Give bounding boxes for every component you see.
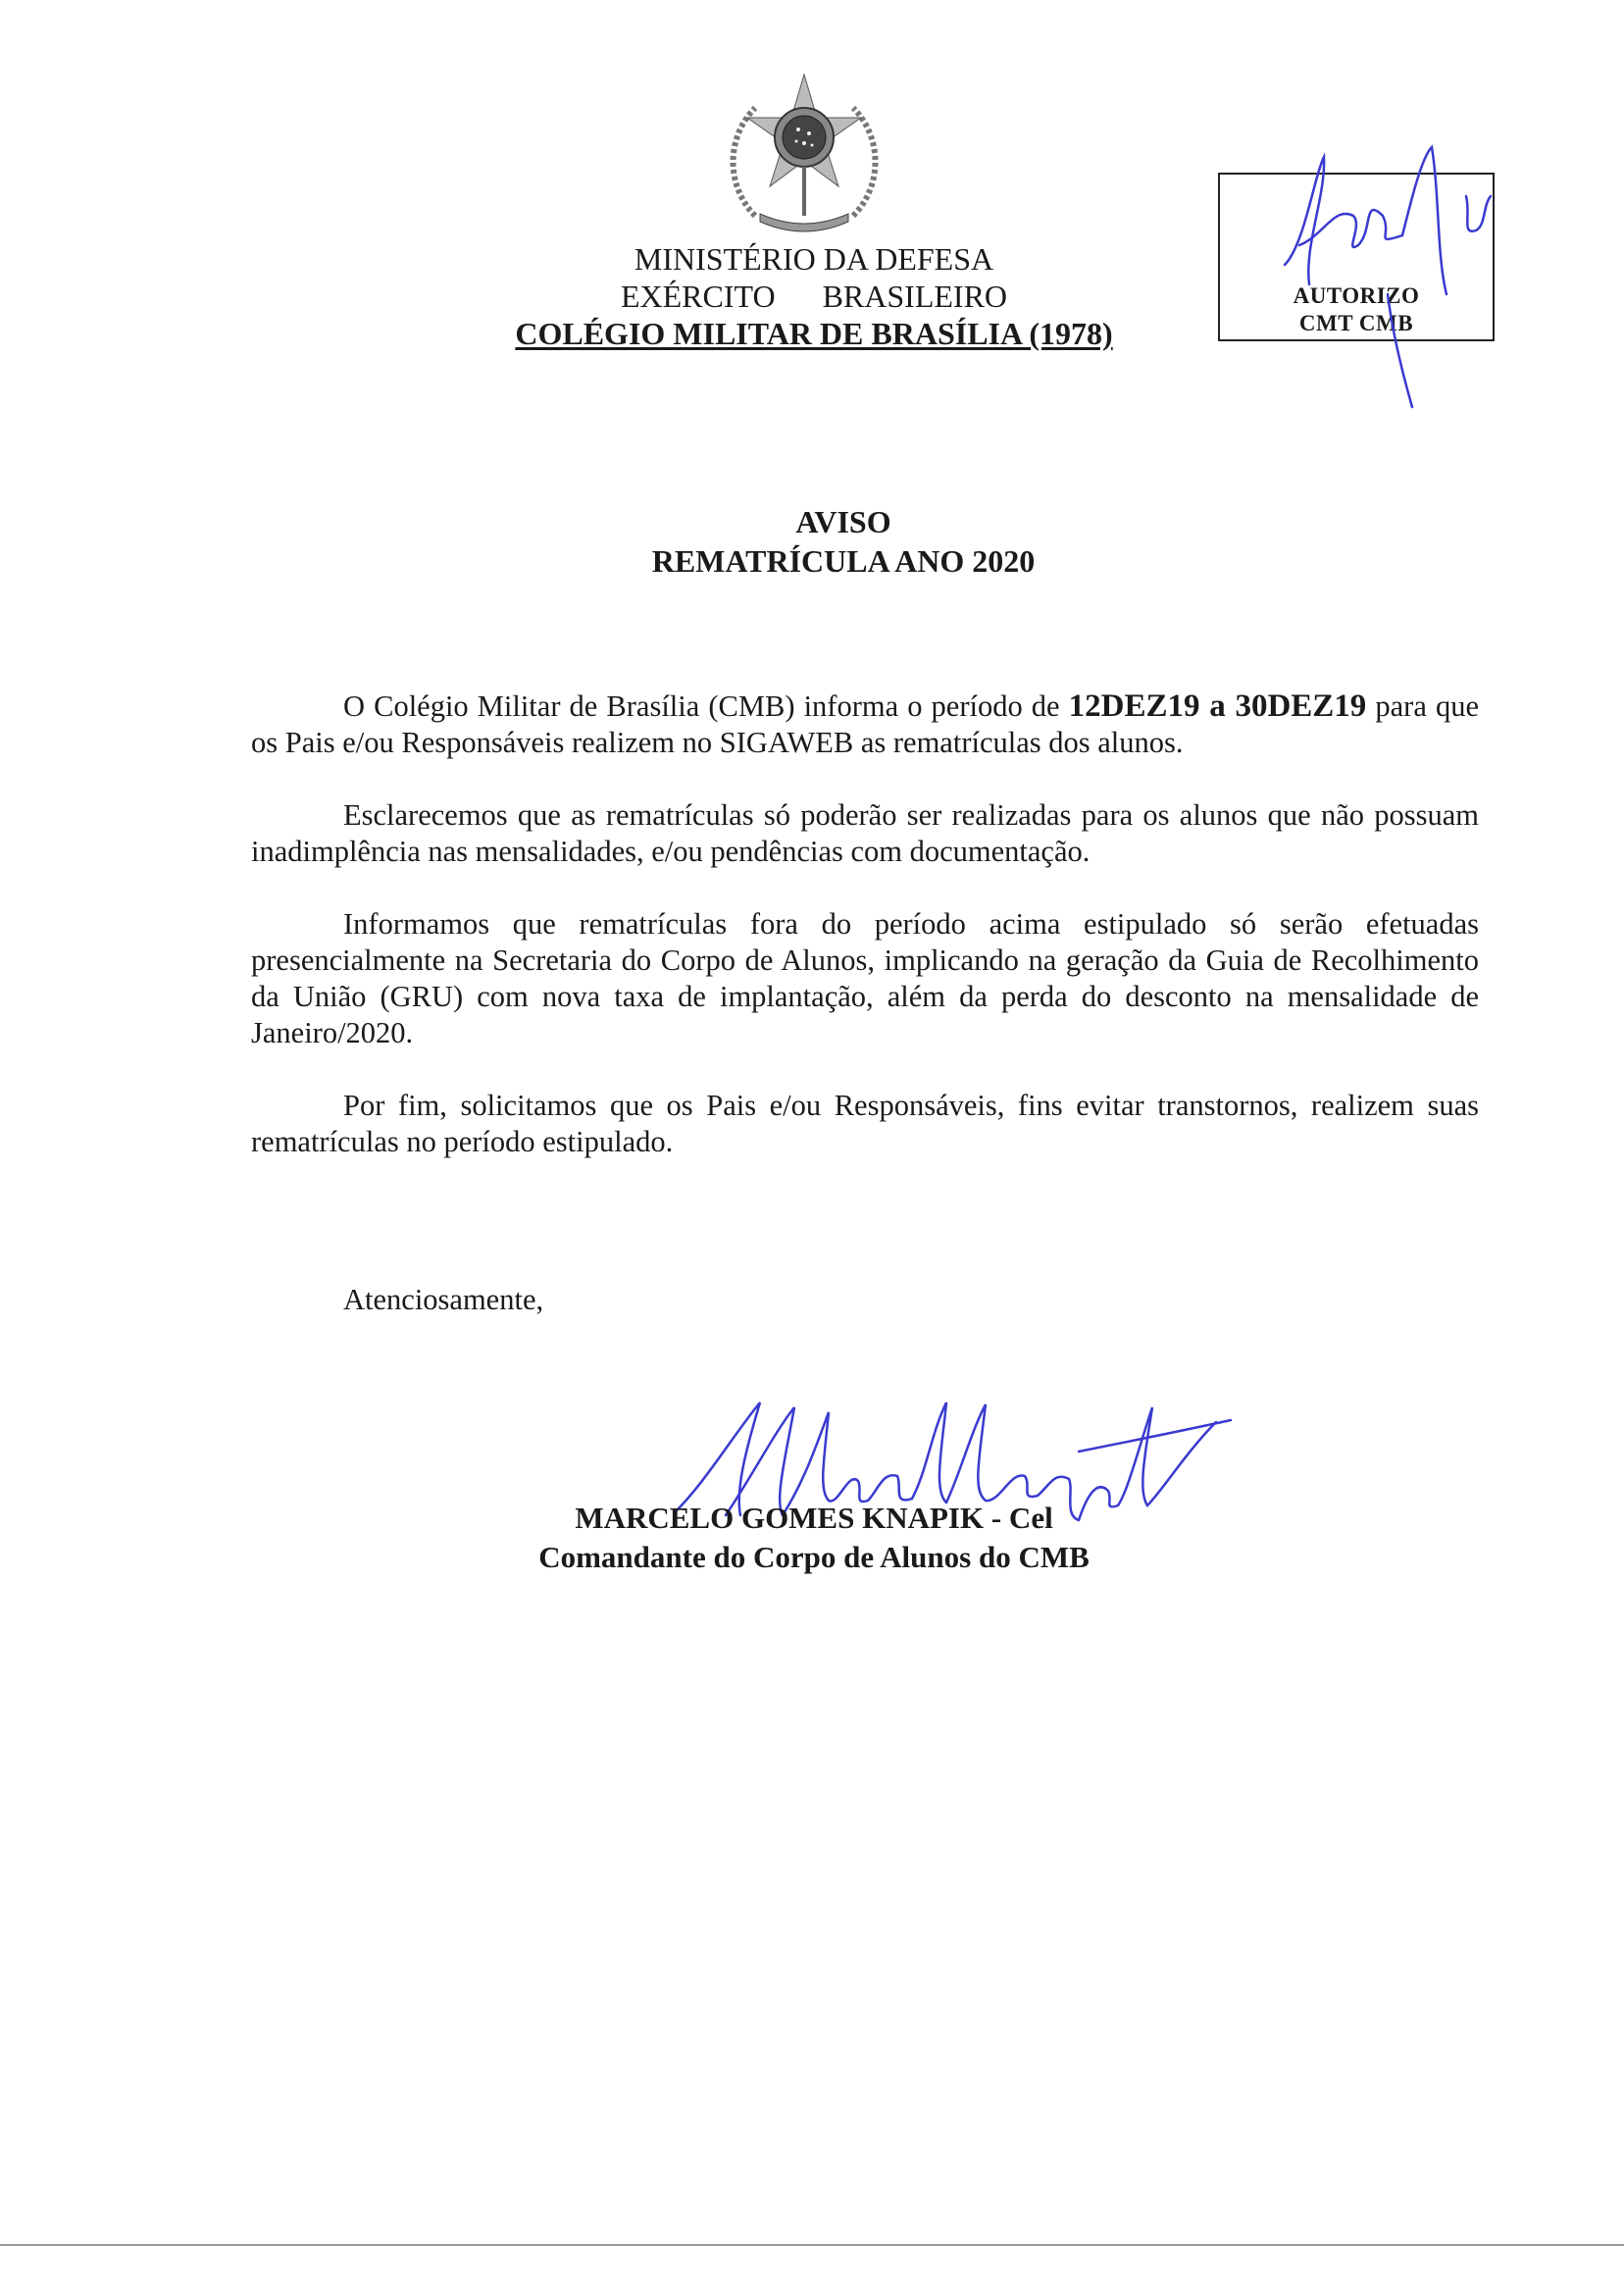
paragraph-requirements: Esclarecemos que as rematrículas só poderão ser realizadas para os alunos que não possuam inadimplência nas mensalidades, e/ou pendências com documentação.	[251, 798, 1479, 868]
notice-body	[251, 688, 1479, 1197]
authorization-line-2: CMT CMB	[1298, 311, 1414, 335]
signer-name: MARCELO GOMES KNAPIK - Cel	[575, 1501, 1053, 1535]
ministry-name: MINISTÉRIO DA DEFESA	[634, 241, 994, 277]
period-end-date: 30DEZ19	[1235, 688, 1367, 724]
page-bottom-rule	[0, 2244, 1624, 2246]
brazil-coat-of-arms-emblem	[716, 69, 892, 245]
paragraph-period-pre: O Colégio Militar de Brasília (CMB) informa o período de	[343, 689, 1069, 723]
school-name: COLÉGIO MILITAR DE BRASÍLIA (1978)	[515, 316, 1113, 351]
signer-block	[471, 1499, 1157, 1577]
notice-title-block	[471, 502, 1216, 581]
notice-title: AVISO	[795, 504, 891, 539]
authorization-line-1: AUTORIZO	[1293, 283, 1420, 308]
letterhead	[471, 240, 1157, 352]
army-name: EXÉRCITO BRASILEIRO	[620, 279, 1008, 314]
closing-salutation: Atenciosamente,	[343, 1283, 544, 1316]
paragraph-request: Por fim, solicitamos que os Pais e/ou Responsáveis, fins evitar transtornos, realizem suas rematrículas no período estipulado.	[251, 1089, 1479, 1158]
signer-role: Comandante do Corpo de Alunos do CMB	[538, 1540, 1090, 1574]
commander-initials-signature	[1265, 137, 1510, 412]
period-connector: a	[1199, 688, 1236, 724]
notice-subtitle: REMATRÍCULA ANO 2020	[651, 543, 1036, 579]
paragraph-period	[251, 688, 1479, 761]
paragraph-period-post: para que os Pais e/ou Responsáveis realizem no SIGAWEB as rematrículas dos alunos.	[251, 689, 1479, 759]
period-start-date: 12DEZ19	[1068, 688, 1200, 724]
paragraph-late-enrollment: Informamos que rematrículas fora do período acima estipulado só serão efetuadas presencialmente na Secretaria do Corpo de Alunos, implicando na geração da Guia de Recolhimento da União (GRU) com nova taxa de implantação, além da perda do desconto na mensalidade de Janeiro/2020.	[251, 907, 1479, 1049]
